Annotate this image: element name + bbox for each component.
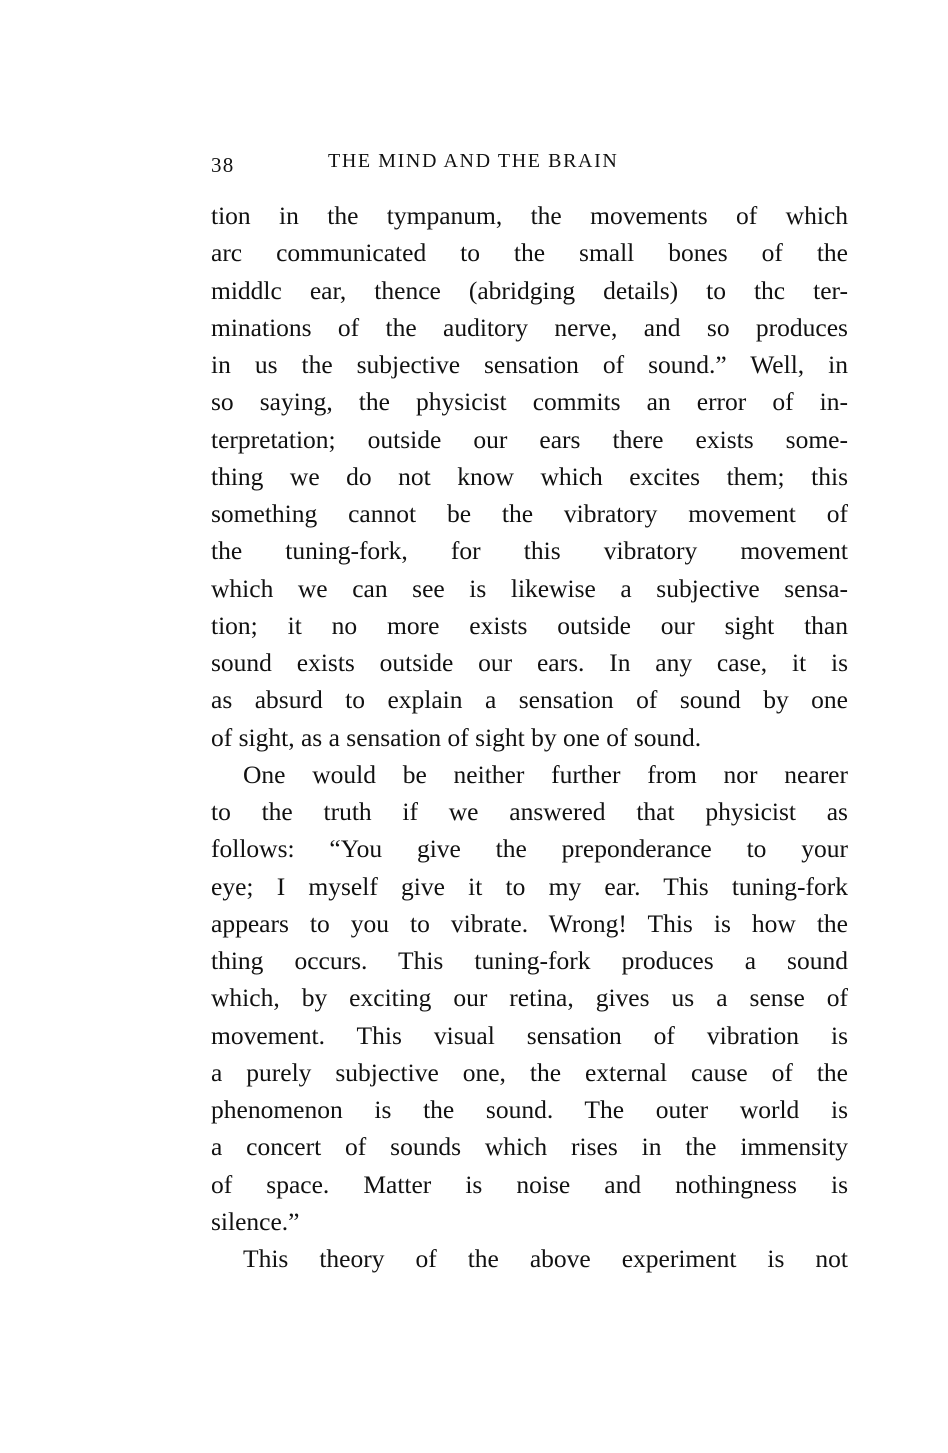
text-line: thing occurs. This tuning-fork produces a sound	[211, 946, 848, 975]
text-line: middlc ear, thence (abridging details) to thc ter-	[211, 275, 848, 305]
body-text	[211, 197, 848, 1277]
text-line: One would be neither further from nor nearer	[243, 759, 848, 789]
text-line: a concert of sounds which rises in the immensity	[211, 1132, 848, 1162]
page-number: 38	[211, 153, 235, 177]
text-line: in us the subjective sensation of sound.” Well, in	[211, 350, 848, 379]
text-line: tion; it no more exists outside our sight than	[211, 610, 848, 640]
text-line: so saying, the physicist commits an error of in-	[211, 387, 848, 417]
text-line: appears to you to vibrate. Wrong! This is how the	[211, 908, 848, 938]
running-title: THE MIND AND THE BRAIN	[328, 150, 619, 172]
text-line: the tuning-fork, for this vibratory movement	[211, 536, 848, 566]
text-line: which we can see is likewise a subjective sensa-	[211, 573, 848, 603]
text-line: of sight, as a sensation of sight by one of sound.	[211, 722, 702, 752]
text-line: as absurd to explain a sensation of sound by one	[211, 685, 848, 715]
running-head	[211, 150, 848, 180]
text-line: This theory of the above experiment is not	[243, 1244, 848, 1273]
text-line: to the truth if we answered that physicist as	[211, 797, 848, 826]
text-line: sound exists outside our ears. In any case, it is	[211, 648, 848, 677]
text-line: thing we do not know which excites them; this	[211, 461, 848, 491]
text-line: eye; I myself give it to my ear. This tuning-fork	[211, 871, 848, 901]
text-line: follows: “You give the preponderance to your	[211, 834, 848, 864]
text-line: terpretation; outside our ears there exists some-	[211, 424, 848, 454]
text-line: arc communicated to the small bones of the	[211, 238, 848, 268]
text-line: something cannot be the vibratory movement of	[211, 499, 848, 528]
text-line: phenomenon is the sound. The outer world is	[211, 1095, 848, 1124]
text-line: tion in the tympanum, the movements of which	[211, 201, 848, 230]
text-line: movement. This visual sensation of vibration is	[211, 1020, 848, 1050]
text-line: minations of the auditory nerve, and so produces	[211, 312, 848, 342]
text-line: which, by exciting our retina, gives us a sense of	[211, 983, 848, 1013]
text-line: of space. Matter is noise and nothingness is	[211, 1169, 848, 1199]
text-line: silence.”	[211, 1206, 300, 1236]
text-line: a purely subjective one, the external cause of the	[211, 1057, 848, 1087]
